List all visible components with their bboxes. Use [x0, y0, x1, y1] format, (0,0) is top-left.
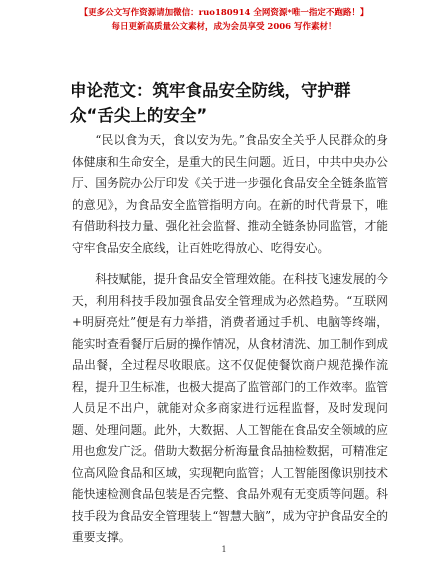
page-number: 1	[221, 545, 227, 554]
paragraph-intro: “民以食为天，食以安为先。”食品安全关乎人民群众的身体健康和生命安全，是重大的民生问题。近日，中共中央办公厅、国务院办公厅印发《关于进一步强化食品安全全链条监管的意见》，为食品安全监管指明方向。在新的时代背景下，唯有借助科技力量、强化社会监督、推动全链条协同监管，才能守牢食品安全底线，让百姓吃得放心、吃得安心。	[72, 133, 388, 255]
document-body	[72, 130, 388, 559]
paragraph-tech: 科技赋能，提升食品安全管理效能。在科技飞速发展的今天，利用科技手段加强食品安全管理成为必然趋势。“互联网+明厨亮灶”便是有力举措，消费者通过手机、电脑等终端，能实时查看餐厅后厨的操作情况，从食材清洗、加工制作到成品出餐，全过程尽收眼底。这不仅促使餐饮商户规范操作流程，提升卫生标准，也极大提高了监管部门的工作效率。监管人员足不出户，就能对众多商家进行远程监督，及时发现问题、处理问题。此外，大数据、人工智能在食品安全领域的应用也愈发广泛。借助大数据分析海量食品抽检数据，可精准定位高风险食品和区域，实现靶向监管；人工智能图像识别技术能快速检测食品包装是否完整、食品外观有无变质等问题。科技手段为食品安全管理装上“智慧大脑”，成为守护食品安全的重要支撑。	[72, 272, 388, 544]
document-title: 申论范文：筑牢食品安全防线，守护群众“舌尖上的安全”	[70, 81, 351, 125]
promo-banner-line-1: 【更多公文写作资源请加微信：ruo180914 全网资源*唯一指定不跑路！】	[79, 8, 369, 18]
promo-banner-line-2: 每日更新高质量公文素材，成为会员享受 2006 写作素材！	[111, 22, 337, 32]
